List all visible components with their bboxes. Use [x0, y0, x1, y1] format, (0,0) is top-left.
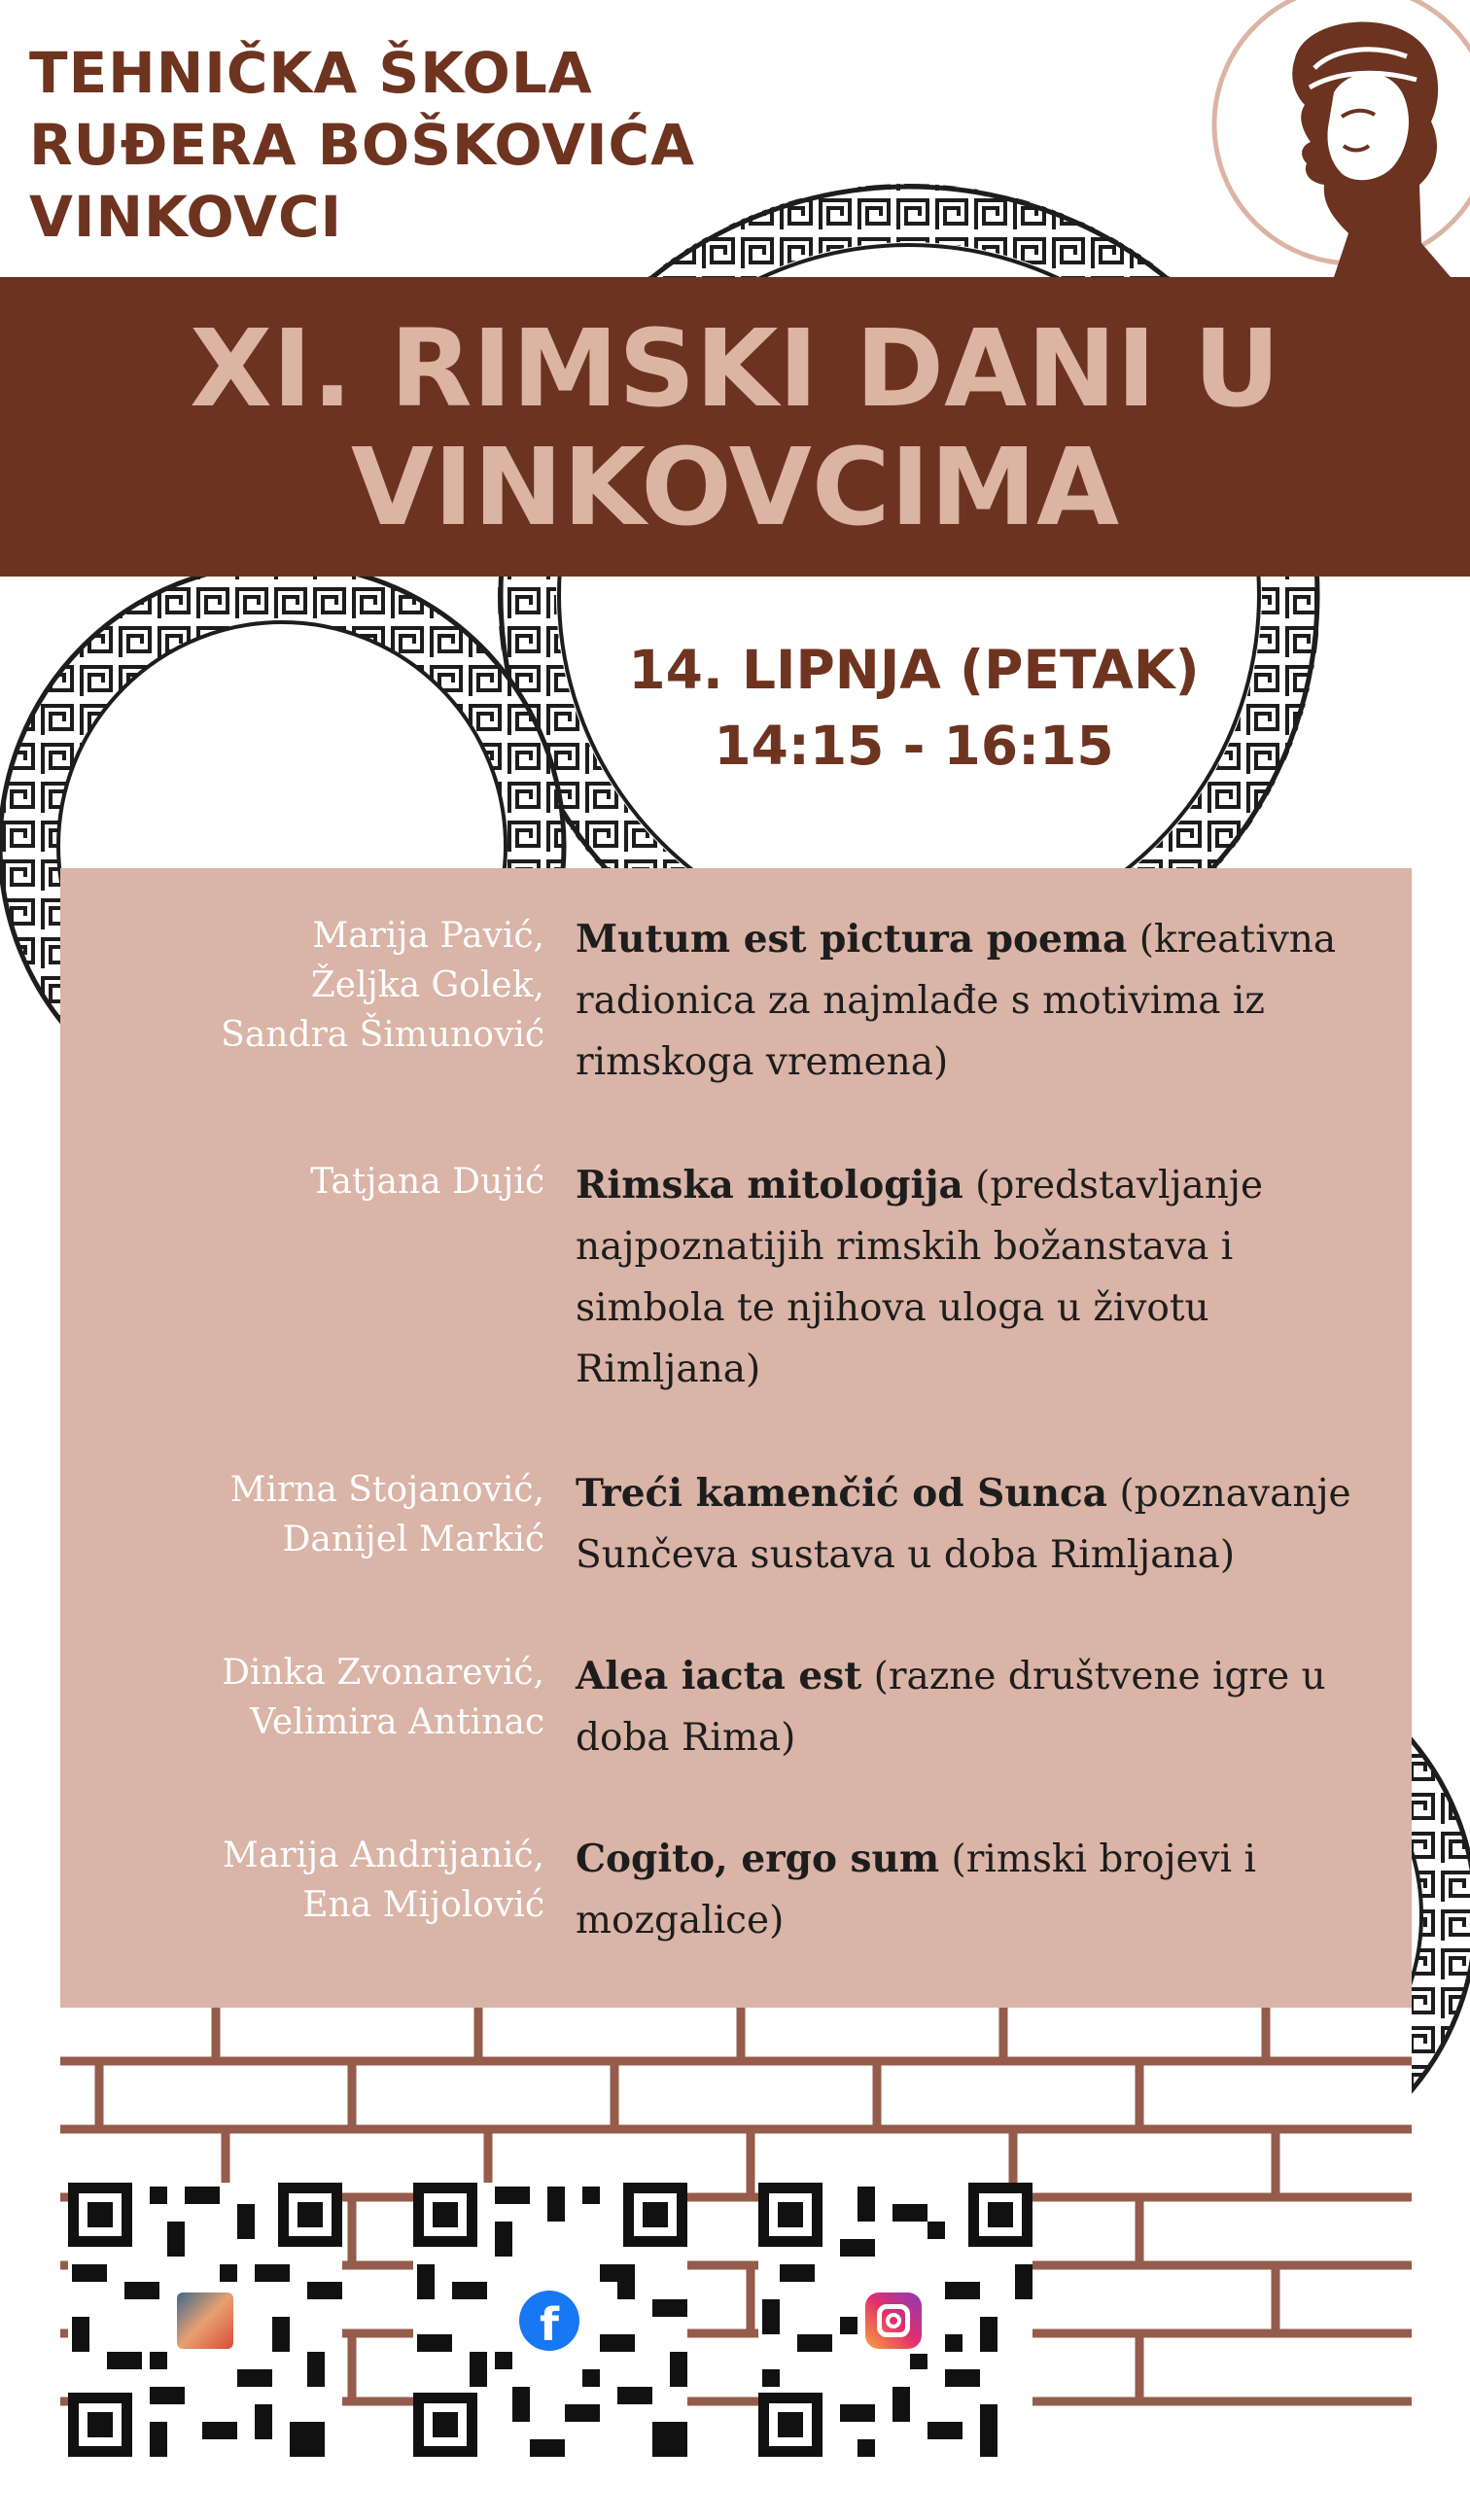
- program-details: (kreativna radionica za najmlađe s motivima iz rimskoga vremena): [576, 918, 1337, 1084]
- event-time: 14:15 - 16:15: [714, 715, 1114, 777]
- school-name-line-3: VINKOVCI: [29, 184, 343, 250]
- program-panel: [60, 868, 1412, 2008]
- author-name: Marija Pavić,: [312, 916, 544, 956]
- program-title: Rimska mitologija: [576, 1163, 963, 1208]
- instagram-icon: [865, 2292, 922, 2349]
- program-authors: [60, 911, 544, 1060]
- facebook-icon: f: [519, 2291, 579, 2351]
- program-title: Treći kamenčić od Sunca: [576, 1471, 1108, 1516]
- program-authors: [60, 1465, 544, 1564]
- program-authors: [60, 1157, 544, 1207]
- author-name: Velimira Antinac: [250, 1702, 544, 1742]
- program-title: Alea iacta est: [576, 1654, 862, 1698]
- school-name: [29, 37, 768, 253]
- author-name: Ena Mijolović: [302, 1885, 544, 1925]
- school-name-line-1: TEHNIČKA ŠKOLA: [29, 40, 593, 106]
- author-name: Sandra Šimunović: [221, 1015, 544, 1055]
- author-name: Mirna Stojanović,: [229, 1470, 544, 1510]
- program-details: (rimski brojevi i mozgalice): [576, 1838, 1256, 1942]
- event-title: [0, 306, 1470, 549]
- program-title: Cogito, ergo sum: [576, 1837, 940, 1881]
- program-description: [576, 1646, 1392, 1768]
- author-name: Tatjana Dujić: [310, 1162, 544, 1202]
- program-description: [576, 1463, 1392, 1586]
- program-authors: [60, 1831, 544, 1930]
- school-logo-icon: [177, 2292, 233, 2349]
- program-description: [576, 1829, 1392, 1951]
- program-details: (poznavanje Sunčeva sustava u doba Rimljana): [576, 1472, 1351, 1577]
- program-description: [576, 1155, 1392, 1400]
- event-title-line-2: VINKOVCIMA: [350, 425, 1120, 549]
- program-title: Mutum est pictura poema: [576, 917, 1128, 962]
- school-name-line-2: RUĐERA BOŠKOVIĆA: [29, 112, 696, 178]
- instagram-dot-icon: [886, 2313, 901, 2328]
- event-datetime: [544, 632, 1283, 784]
- program-details: (predstavljanje najpoznatijih rimskih božanstava i simbola te njihova uloga u životu Rimljana): [576, 1164, 1264, 1391]
- author-name: Danijel Markić: [282, 1520, 544, 1559]
- roman-bust-medallion: [1188, 0, 1470, 277]
- author-name: Marija Andrijanić,: [223, 1836, 544, 1875]
- program-description: [576, 909, 1392, 1093]
- program-details: (razne društvene igre u doba Rima): [576, 1655, 1326, 1760]
- event-title-line-1: XI. RIMSKI DANI U: [190, 306, 1280, 431]
- author-name: Dinka Zvonarević,: [222, 1653, 544, 1693]
- author-name: Željka Golek,: [310, 965, 544, 1005]
- program-authors: [60, 1648, 544, 1747]
- event-date: 14. LIPNJA (PETAK): [628, 639, 1200, 701]
